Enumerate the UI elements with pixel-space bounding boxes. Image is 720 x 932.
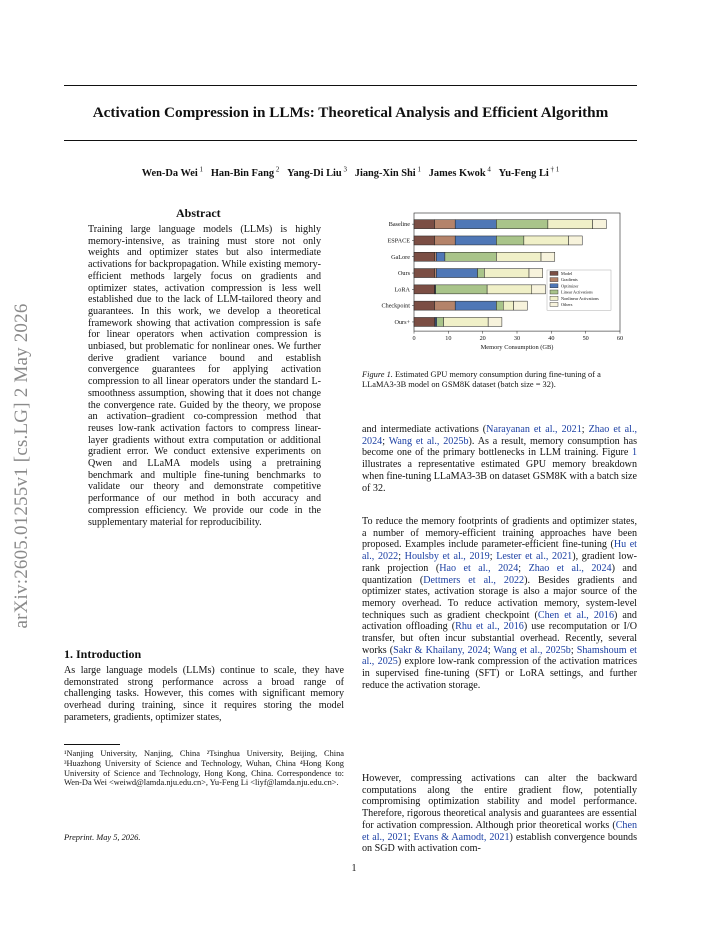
legend-label: Linear Activations — [561, 289, 593, 295]
arxiv-identifier: arXiv:2605.01255v1 [cs.LG] 2 May 2026 — [11, 303, 32, 629]
bar-segment — [437, 317, 444, 326]
citation-link[interactable]: Houlsby et al., 2019 — [404, 551, 490, 563]
bar-segment — [445, 252, 497, 261]
author-name: Han-Bin Fang $^2$ — [210, 166, 280, 180]
introduction-text: As large language models (LLMs) continue to scale, they have demonstrated strong performance across a broad range of challenging tasks. However, this comes with significant memory overhead during training, since it requires storing the model parameters, gradients, optimizer states, — [64, 665, 344, 723]
x-tick-label: 10 — [445, 335, 452, 343]
y-tick-label: LoRA — [394, 286, 410, 294]
bar-segment — [593, 220, 607, 229]
figure-caption-text: Estimated GPU memory consumption during fine-tuning of a LLaMA3-3B model on GSM8K dataset (batch size = 32). — [362, 370, 601, 389]
bar-segment — [455, 236, 496, 245]
citation-link[interactable]: Chen et al., 2021 — [362, 819, 637, 843]
y-tick-label: ESPACE — [387, 237, 410, 245]
bar-segment — [436, 252, 445, 261]
author-affiliation: † 1 — [548, 166, 560, 174]
bar-segment — [414, 236, 435, 245]
y-tick-label: Checkpoint — [381, 302, 410, 310]
introduction-heading: 1. Introduction — [64, 647, 142, 661]
bar-segment — [414, 269, 435, 278]
citation-link[interactable]: Zhao et al., 2024 — [528, 562, 612, 574]
bar-segment — [414, 285, 435, 294]
legend-swatch — [550, 278, 558, 282]
right-paragraph-2: To reduce the memory footprints of gradients and optimizer states, a number of memory-efficient training approaches have been proposed. Examples include parameter-efficient fine-tuning (Hu et al., 2022; Houlsby et al., 2019; Lester et al., 2021), gradient low-rank projection (Hao et al., 2024; Zhao et al., 2024) and quantization (Dettmers et al., 2022). Besides gradients and optimizer states, activation storage is also a major source of the memory overhead. To reduce activation memory, system-level techniques such as gradient checkpoint (Chen et al., 2016) and activation offloading (Rhu et al., 2016) use recomputation or I/O transfer, but often incur substantial overhead. Recently, several works (Sakr & Khailany, 2024; Wang et al., 2025b; Shamshoum et al., 2025) explore low-rank compression of the activation matrices in supervised fine-tuning (SFT) or LoRA settings, and further reduce the activation storage. — [362, 516, 638, 691]
bar-segment — [487, 285, 532, 294]
legend-label: Gradients — [561, 277, 578, 283]
bar-segment — [484, 269, 529, 278]
citation-link[interactable]: Rhu et al., 2016 — [455, 621, 524, 633]
title-bottom-rule — [64, 140, 637, 141]
legend-swatch — [550, 290, 558, 294]
author-affiliation: 4 — [485, 166, 491, 174]
x-axis-label: Memory Consumption (GB) — [480, 344, 554, 352]
bar-segment — [524, 236, 569, 245]
legend-label: Model — [561, 271, 573, 276]
bar-segment — [569, 236, 583, 245]
citation-link[interactable]: Narayanan et al., 2021 — [486, 424, 582, 435]
bar-segment — [503, 301, 513, 310]
legend-label: Nonlinear Activations — [561, 295, 599, 301]
author-name: Wen-Da Wei $^1$ — [141, 166, 204, 180]
right-paragraph-1: and intermediate activations (Narayanan et al., 2021; Zhao et al., 2024; Wang et al., 2025b). As a result, memory consumption has become one of the primary bottlenecks in LLM training. Figure 1 illustrates a representative estimated GPU memory breakdown when fine-tuning LLaMA3-3B on dataset GSM8K with a batch size of 32. — [362, 424, 638, 494]
bar-segment — [436, 269, 477, 278]
paper-title: Activation Compression in LLMs: Theoretical Analysis and Efficient Algorithm — [92, 104, 609, 121]
page-number: 1 — [351, 863, 357, 874]
bar-segment — [529, 269, 543, 278]
bar-segment — [455, 220, 496, 229]
citation-link[interactable]: Zhao et al., 2024 — [362, 424, 637, 447]
bar-segment — [514, 301, 528, 310]
citation-link[interactable]: Wang et al., 2025b — [388, 435, 469, 447]
bar-segment — [414, 252, 435, 261]
memory-consumption-chart — [362, 212, 634, 360]
footnote-rule — [64, 744, 120, 745]
y-tick-label: GaLore — [391, 253, 410, 261]
y-tick-label: Baseline — [388, 221, 410, 229]
y-tick-label: Ours+ — [394, 318, 410, 326]
x-tick-label: 50 — [582, 335, 589, 343]
bar-segment — [496, 220, 548, 229]
author-affiliation: 1 — [415, 166, 421, 174]
bar-segment — [548, 220, 593, 229]
right-paragraph-3: However, compressing activations can alter the backward computations along the entire gradient flow, potentially compromising optimization stability and model performance. Therefore, rigorous theoretical analysis and guarantees are essential for activation compression. Although prior theoretical works (Chen et al., 2021; Evans & Aamodt, 2021) establish convergence bounds on SGD with activation com- — [362, 773, 638, 855]
bar-segment — [496, 301, 503, 310]
citation-link[interactable]: Shamshoum et al., 2025 — [362, 644, 637, 668]
author-name: Jiang-Xin Shi $^1$ — [354, 166, 421, 180]
x-tick-label: 0 — [412, 335, 416, 343]
bar-segment — [444, 317, 489, 326]
bar-segment — [541, 252, 555, 261]
x-tick-label: 30 — [513, 335, 521, 343]
bar-segment — [435, 252, 437, 261]
author-name: James Kwok $^4$ — [428, 166, 491, 180]
author-list — [64, 166, 637, 179]
author-affiliation: 3 — [341, 166, 347, 174]
x-tick-label: 20 — [479, 335, 486, 343]
bar-segment — [496, 252, 541, 261]
bar-segment — [478, 269, 485, 278]
bar-segment — [414, 301, 435, 310]
bar-segment — [436, 285, 488, 294]
citation-link[interactable]: Evans & Aamodt, 2021 — [413, 831, 510, 843]
author-affiliation: 2 — [274, 166, 280, 174]
legend-swatch — [550, 284, 558, 288]
citation-link[interactable]: Lester et al., 2021 — [496, 551, 573, 563]
bar-segment — [496, 236, 523, 245]
author-name: Yu-Feng Li $^{\dagger 1}$ — [498, 166, 560, 180]
citation-link[interactable]: Chen et al., 2016 — [537, 609, 615, 621]
legend-swatch — [550, 302, 558, 306]
figure-caption — [362, 370, 636, 390]
arxiv-watermark — [7, 256, 37, 676]
bar-segment — [414, 317, 435, 326]
citation-link[interactable]: Sakr & Khailany, 2024 — [393, 644, 488, 656]
citation-link[interactable]: Hao et al., 2024 — [439, 562, 519, 574]
bar-segment — [488, 317, 502, 326]
citation-link[interactable]: Hu et al., 2022 — [362, 539, 637, 563]
x-tick-label: 60 — [616, 335, 624, 343]
bar-segment — [435, 236, 456, 245]
bar-segment — [532, 285, 546, 294]
author-affiliation: 1 — [197, 166, 204, 174]
x-tick-label: 40 — [548, 335, 555, 343]
citation-link[interactable]: Wang et al., 2025b — [493, 644, 571, 656]
abstract-heading: Abstract — [176, 206, 221, 220]
citation-link[interactable]: 1 — [631, 447, 637, 459]
legend-swatch — [550, 296, 558, 300]
y-tick-label: Ours — [397, 270, 410, 278]
top-rule — [64, 85, 637, 86]
legend-label: Others — [561, 302, 573, 307]
citation-link[interactable]: Dettmers et al., 2022 — [423, 574, 525, 586]
legend-swatch — [550, 271, 558, 275]
preprint-date: Preprint. May 5, 2026. — [64, 833, 141, 842]
affiliation-footnote: ¹Nanjing University, Nanjing, China ²Tsinghua University, Beijing, China ³Huazhong University of Science and Technology, Wuhan, China ⁴Hong Kong University of Science and Technology, Hong Kong, China. Correspondence to: Wen-Da Wei <weiwd@lamda.nju.edu.cn>, Yu-Feng Li <liyf@lamda.nju.edu.cn>. — [64, 749, 344, 788]
figure-label: Figure 1. — [362, 370, 393, 379]
bar-segment — [435, 269, 437, 278]
bar-segment — [435, 220, 456, 229]
author-name: Yang-Di Liu $^3$ — [287, 166, 347, 180]
bar-segment — [435, 301, 456, 310]
abstract-text: Training large language models (LLMs) is highly memory-intensive, as training must store not only weights and optimizer states but also intermediate activations for backpropagation. While existing memory-efficient methods largely focus on gradients and optimizer states, activation compression is less well established due to the lack of LLM-tailored theory and guarantees. In this work, we develop a theoretical framework showing that activation compression is safe for linear operators when activation compression is unbiased, but problematic for nonlinear ones. We further derive gradient variance bound and establish convergence guarantees for applying activation compression to all linear operators under the standard L-smoothness assumption, showing that it does not change the convergence rate. Guided by the theory, we propose an activation–gradient co-compression method that reuses low-rank activation factors to compress linear-layer gradients without extra computation or additional gradient error. We conduct extensive experiments on Qwen and LLaMA models using a pretraining benchmark and multiple fine-tuning benchmarks to validate our theory and demonstrate competitive performance of our method in both accuracy and compression efficiency. We provide our code in the supplementary material for reproducibility. — [88, 224, 321, 528]
bar-segment — [414, 220, 435, 229]
legend-label: Optimizer — [561, 283, 579, 289]
bar-segment — [455, 301, 496, 310]
